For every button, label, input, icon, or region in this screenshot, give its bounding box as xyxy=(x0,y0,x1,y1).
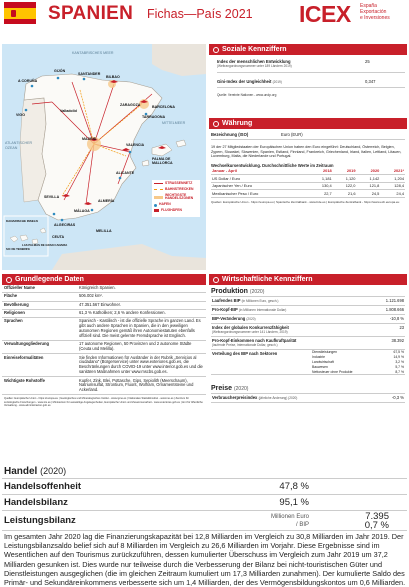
legend-trade-zone: WICHTIGSTE HANDELSZONEN xyxy=(154,194,198,202)
svg-text:S/C DE TENERIFE: S/C DE TENERIFE xyxy=(6,247,30,251)
section-header-currency: Währung xyxy=(209,118,407,129)
table-row: Bevölkerung 47.351.567 Einwohner. xyxy=(2,301,206,309)
svg-text:CEUTA: CEUTA xyxy=(52,235,65,239)
currency xyxy=(209,118,407,204)
iso-row: Bezeichnung (ISO) Euro (EUR) xyxy=(211,132,405,140)
svg-text:GIJÓN: GIJÓN xyxy=(54,69,66,73)
spain-map xyxy=(2,44,206,270)
icex-logo-subtitle: España Exportación e Inversiones xyxy=(360,3,390,22)
svg-text:BARCELONA: BARCELONA xyxy=(152,105,175,109)
table-row: Sprachen Spanisch - Kastilisch - ist die offizielle Sprache im ganzen Land. Es gibt auch andere Sprachen in Spanien, die in den jeweiligen autonomen Regionen gemäß ihren Autonomiestatuten ebenfalls offiziell sind. Die meist gelernte Fremdsprache ist Englisch. xyxy=(2,318,206,341)
map-legend xyxy=(152,180,200,217)
sector-row: Verteilung des BIP nach Sektoren Dienstleistungen 67,5 % Industrie 14,9 % Landwirtschaft 3,2 % Bauwesen 5,7 % Nettosteuer ohne Produkte 8,7 % xyxy=(212,350,404,374)
legend-rail: BAHNSTRECKEN xyxy=(154,188,198,192)
trade-openness-row: Handelsoffenheit 47,8 % xyxy=(2,479,407,495)
table-row: Offizieller Name Königreich Spanien. xyxy=(2,285,206,293)
svg-text:ALICANTE: ALICANTE xyxy=(116,171,135,175)
table-row: Einreiseformalitäten Sie finden Informationen für Ausländer in der Rubrik „Servicios al ciudadano“ (Bürgerservice) unter www.exteriores.gob.es, die Beschränkungen durch COVID-19 unter www.interior.gob.es und die sanitären Maßnahmen unter www.mscbs.gob.es. xyxy=(2,354,206,377)
svg-text:ATLANTISCHER: ATLANTISCHER xyxy=(5,141,33,145)
icex-logo: ICEX xyxy=(299,1,351,27)
info-icon xyxy=(6,277,12,283)
table-row: BIP-Veränderung (2020) -10,8 % xyxy=(211,315,405,324)
basic-data-source: Quellen: Europäische Union - https://europa.eu | Geologisches und Mineralogisches Institut - www.igme.es | Nationales Statistikinstitut - www.ine.es | Zentrum für soziologische Forschungen - www.cis.es | Ministerium für auswärtige Angelegenheiten, Europäische Union und Zusammenarbeit - www.exteriores.gob.es | Amt für öffentliche Verwaltung - www.administracion.gob.es xyxy=(4,397,203,407)
rate-title: Wechselkursentwicklung. Durchschnittliche Werte im Zeitraum xyxy=(211,162,334,168)
basic-data xyxy=(2,274,206,407)
production-heading: Produktion (2020) xyxy=(211,288,405,297)
svg-text:ALGECIRAS: ALGECIRAS xyxy=(54,223,76,227)
country-title: SPANIEN xyxy=(48,3,134,24)
svg-text:VALENCIA: VALENCIA xyxy=(126,143,145,147)
svg-text:ZARAGOZA: ZARAGOZA xyxy=(120,103,141,107)
trade-section xyxy=(2,466,407,531)
exchange-rate-table: Januar - April 2018 2019 2020 2021* US Dollar / Euro 1,181 1,120 1,142 1,204 Japanischer Yen / Euro 130,4 122,0 121,8 128,4 Mexikanischer Peso / Euro 22,7 21,6 24,5 24,4 xyxy=(212,168,404,197)
social-indicators xyxy=(209,44,407,97)
svg-text:KANARISCHE INSELN: KANARISCHE INSELN xyxy=(6,219,38,223)
table-row: Pro-Kopf-BIP (in Millionen Internationale Dollar) 1.808.666 xyxy=(211,306,405,315)
svg-text:SANTANDER: SANTANDER xyxy=(78,72,101,76)
trade-heading: Handel (2020) xyxy=(2,466,407,479)
people-icon xyxy=(213,47,219,53)
trade-balance-row: Handelsbilanz 95,1 % xyxy=(2,495,407,511)
chart-icon xyxy=(213,277,219,283)
sector-table: Dienstleistungen 67,5 % Industrie 14,9 % Landwirtschaft 3,2 % Bauwesen 5,7 % Nettosteuer ohne Produkte 8,7 % xyxy=(312,350,404,374)
svg-text:MELILLA: MELILLA xyxy=(96,229,112,233)
table-row: Index der globalen Konkurrenzfähigkeit (Weltrangordnungsnummer unter 141 Ländern, 2019) 23 xyxy=(211,324,405,337)
table-row: Japanischer Yen / Euro 130,4 122,0 121,8 128,4 xyxy=(212,183,404,189)
section-header-social: Soziale Kennziffern xyxy=(209,44,407,55)
cpi-row: Verbraucherpreisindex (jährliche Änderung) (2020) -0,3 % xyxy=(211,394,405,403)
svg-text:MÁLAGA: MÁLAGA xyxy=(74,209,90,213)
svg-text:LAS PALMAS DE GRAN CANARIA: LAS PALMAS DE GRAN CANARIA xyxy=(22,243,68,247)
currency-icon xyxy=(213,121,219,127)
euro-members-text: 19 der 27 Mitgliedstaaten der Europäischen Union haben den Euro eingeführt: Deutschland, Österreich, Belgien, Zypern, Slowakei, Slowenien, Spanien, Estland, Finnland, Frankreich, Griechenland, Irland, Italien, Lettland, Litauen, Luxemburg, Malta, die Niederlande und Portugal. xyxy=(211,145,402,158)
svg-text:MALLORCA: MALLORCA xyxy=(152,161,173,165)
svg-text:KANTABRISCHES MEER: KANTABRISCHES MEER xyxy=(72,51,114,55)
table-row: Verwaltungsgliederung 17 autonome Regionen, 50 Provinzen und 2 autonome Städte (Ceuta und Melilla). xyxy=(2,341,206,354)
document-subtitle: Fichas—País 2021 xyxy=(147,7,253,21)
svg-text:BILBAO: BILBAO xyxy=(106,75,120,79)
currency-source: Quellen: Europäische Union - https://europa.eu | Spanische Zentralbank - www.bde.es | Europäische Zentralbank - https://www.ecb.europa.eu xyxy=(211,199,400,204)
social-source: Quelle: Vereinte Nationen - www.undp.org xyxy=(217,93,277,97)
table-row: Religionen 61,3 % Katholiken; 2,6 % andere Konfessionen. xyxy=(2,309,206,317)
svg-text:MITTELMEER: MITTELMEER xyxy=(162,121,186,125)
legend-road: STRASSENNETZ xyxy=(154,182,198,186)
svg-text:A CORUÑA: A CORUÑA xyxy=(18,79,38,83)
coat-of-arms-icon xyxy=(11,10,16,17)
svg-text:PALMA DE: PALMA DE xyxy=(152,157,171,161)
table-row: Laufendes BIP (in Millionen Euro, gesch.) 1.121.698 xyxy=(211,297,405,306)
prices-heading: Preise (2020) xyxy=(211,385,405,394)
svg-text:SEVILLA: SEVILLA xyxy=(44,195,60,199)
svg-text:OZEAN: OZEAN xyxy=(5,146,18,150)
economic-indicators xyxy=(209,274,407,403)
spain-flag xyxy=(4,2,36,24)
svg-text:ALMERÍA: ALMERÍA xyxy=(98,199,115,203)
section-header-basic: Grundlegende Daten xyxy=(2,274,206,285)
table-row: Pro-Kopf-Einkommen nach Kaufkraftparität (laufende Preise, Internationale Dollar, gesch.) 38.392 xyxy=(211,337,405,350)
economic-table xyxy=(211,297,405,375)
table-row: Mexikanischer Peso / Euro 22,7 21,6 24,5 24,4 xyxy=(212,191,404,197)
current-account-row: Leistungsbilanz Millionen Euro / BIP 7.395 0,7 % xyxy=(2,511,407,531)
gini-row: Gini-Index der Ungleichheit (2019) 0,347 xyxy=(217,73,405,88)
trade-summary-text: Im gesamten Jahr 2020 lag die Finanzierungskapazität bei 12,8 Milliarden im Vergleich zu 30,8 Milliarden im Jahr 2019. Der Leistungsbilanzsaldo belief sich auf 8 Milliarden im Vergleich zu 26,6 Milliarden im Vorjahr. Diese Ergebnisse sind im Wesentlichen auf den Tourismus zurückzuführen, dessen kumulierter Überschuss im Vergleich zum Jahr 2019 um 37,2 Milliarden gesunken ist. Dies wurde nur teilweise durch die Verbesserung der Bilanz bei nicht-touristischen Güter und Dienstleistungen ausgeglichen (die im gleichen Zeitraum kumuliert um 17,3 Milliarden zunahmen). Der kumulierte Saldo des Primär- und Sekundäreinkommens verbesserte sich um 1,4 Milliarden, der des Vermögensbildungskontos um 0,6 Milliarden. xyxy=(4,532,406,587)
hdi-row: Index der menschlichen Entwicklung (Weltrangordnungsnummer unter 189 Ländern 2019) 25 xyxy=(217,59,405,73)
svg-text:VIGO: VIGO xyxy=(16,113,25,117)
table-row: Fläche 506.002 km². xyxy=(2,293,206,301)
legend-port: HAFEN xyxy=(154,203,198,207)
svg-text:Valladolid: Valladolid xyxy=(60,109,77,113)
table-row: Wichtigste Rohstoffe Kupfer, Zink, Blei, Pottasche, Gips, Sepiolith (Meerschaum), Natriumsulfat, Strontium, Fluorit, Wolfram, Ornamentsteine und Ackerland. xyxy=(2,377,206,395)
svg-text:TARRAGONA: TARRAGONA xyxy=(142,115,166,119)
basic-data-table xyxy=(2,285,206,395)
section-header-economic: Wirtschaftliche Kennziffern xyxy=(209,274,407,285)
svg-text:MADRID: MADRID xyxy=(82,137,97,141)
legend-airport: FLUGHÄFEN xyxy=(154,209,198,213)
table-row: US Dollar / Euro 1,181 1,120 1,142 1,204 xyxy=(212,175,404,181)
